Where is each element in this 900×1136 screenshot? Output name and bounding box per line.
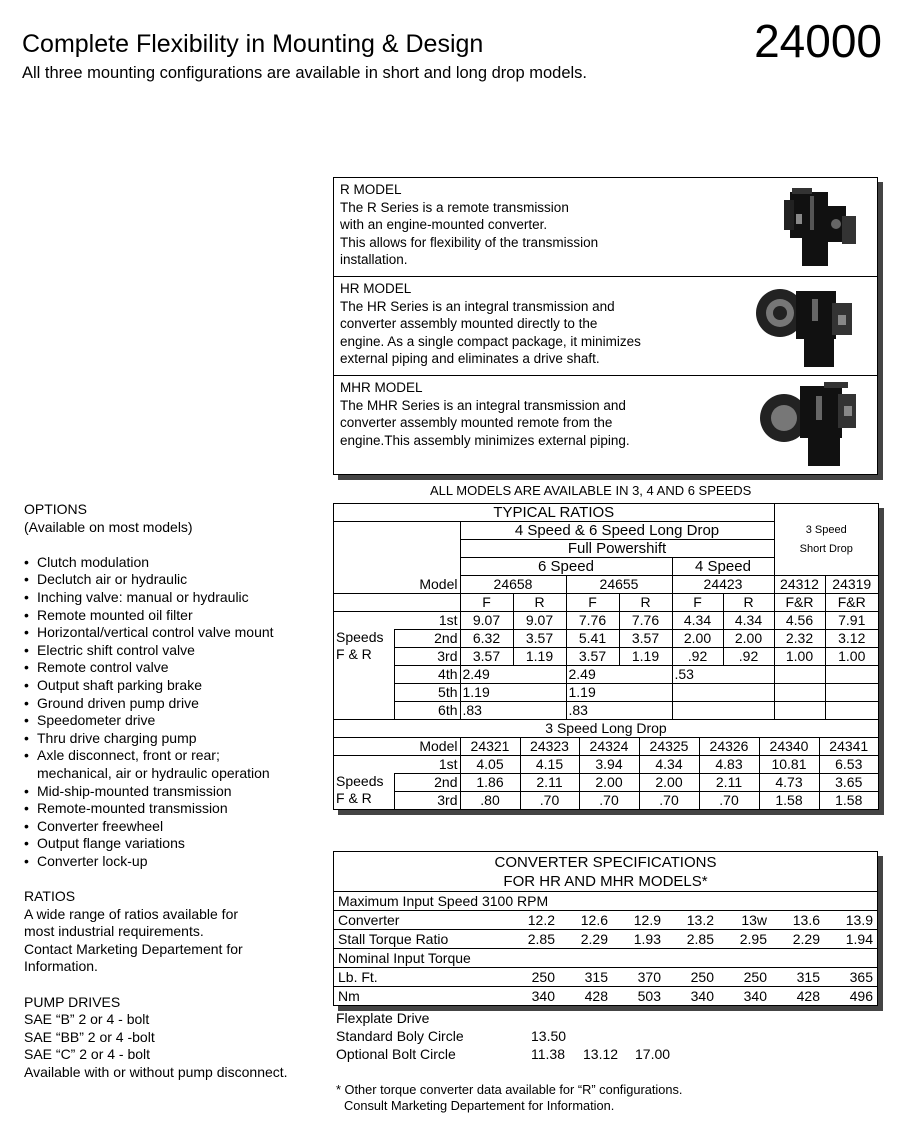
gear-label: 5th: [394, 684, 460, 702]
model-line: engine.This assembly minimizes external piping.: [340, 432, 630, 448]
option-label: Axle disconnect, front or rear;: [37, 747, 220, 764]
converter-title-line-2: FOR HR AND MHR MODELS*: [503, 873, 708, 890]
long3-title: 3 Speed Long Drop: [545, 720, 667, 736]
model-line: installation.: [340, 252, 408, 267]
powershift-header: Full Powershift: [460, 540, 774, 558]
dir-label: F: [672, 594, 723, 612]
footnote-line-1: * Other torque converter data available for “R” configurations.: [336, 1082, 683, 1097]
pump-drives-line: SAE “BB” 2 or 4 -bolt: [24, 1028, 155, 1045]
model-number: 24658: [460, 576, 566, 594]
pump-drives-section: [24, 994, 324, 1082]
ratio-cell: 2.32: [774, 630, 825, 648]
ratio-cell: 5.41: [566, 630, 619, 648]
long-drop-3-speed-table: [334, 720, 878, 809]
ratios-title-row: [334, 504, 878, 522]
option-label: Ground driven pump drive: [37, 694, 199, 711]
ratio-cell: 3.57: [513, 630, 566, 648]
four-speed-header: 4 Speed: [672, 558, 774, 576]
spec-cell: 365: [849, 969, 873, 985]
option-item: [24, 677, 324, 695]
blank-cell: [334, 522, 460, 576]
option-label: Inching valve: manual or hydraulic: [37, 588, 249, 605]
ratios-info-line: most industrial requirements.: [24, 923, 204, 940]
converter-title-line-1: CONVERTER SPECIFICATIONS: [494, 854, 717, 871]
spec-cell: 250: [690, 969, 714, 985]
ratio-cell: .70: [579, 792, 639, 810]
ratio-cell: 2.11: [520, 774, 579, 792]
option-label: Declutch air or hydraulic: [37, 571, 188, 588]
ratio-cell: 4.73: [759, 774, 819, 792]
bullet: •: [24, 800, 29, 817]
model-line: The R Series is a remote transmission: [340, 199, 569, 215]
speeds-label-1: Speeds: [336, 773, 384, 789]
ratio-cell: 3.57: [566, 648, 619, 666]
ratio-cell: 10.81: [759, 756, 819, 774]
option-item: [24, 571, 324, 589]
dir-label: F: [566, 594, 619, 612]
ratio-cell: 2.00: [723, 630, 774, 648]
page-subtitle: All three mounting configurations are available in short and long drop models.: [22, 64, 588, 82]
long-drop-header: 4 Speed & 6 Speed Long Drop: [460, 522, 774, 540]
ratio-cell: .83: [460, 702, 513, 720]
spec-cell: 250: [531, 969, 555, 985]
ratio-cell: .70: [639, 792, 699, 810]
model-line: external piping and eliminates a drive shaft.: [340, 351, 600, 366]
option-item: [24, 730, 324, 748]
ratio-cell: 4.34: [672, 612, 723, 630]
spec-cell: 2.95: [739, 931, 767, 947]
option-label: Output flange variations: [37, 835, 185, 852]
bullet: •: [24, 571, 29, 588]
ratio-cell: .83: [566, 702, 619, 720]
ratio-cell: 1.19: [566, 684, 619, 702]
option-item: [24, 800, 324, 818]
ratio-cell: [825, 666, 878, 684]
all-models-note: ALL MODELS ARE AVAILABLE IN 3, 4 AND 6 SPEEDS: [430, 483, 752, 498]
ratio-cell: 7.76: [619, 612, 672, 630]
speeds-label-2: F & R: [336, 646, 372, 662]
option-item: [24, 783, 324, 801]
option-label: Remote control valve: [37, 659, 169, 676]
option-label: Horizontal/vertical control valve mount: [37, 624, 274, 641]
spec-cell: 503: [637, 988, 661, 1004]
bullet: •: [24, 694, 29, 711]
series-number: 24000: [754, 15, 882, 67]
standard-bolt-label: Standard Boly Circle: [336, 1028, 464, 1044]
typical-ratios-table: [333, 503, 879, 810]
ratio-cell: 2.49: [460, 666, 513, 684]
dir-label: F&R: [825, 594, 878, 612]
ratio-cell: [723, 702, 774, 720]
model-mhr-section: [334, 376, 877, 474]
spec-cell: 12.9: [633, 912, 661, 928]
model-number: 24326: [699, 738, 759, 756]
ratio-cell: [619, 666, 672, 684]
dir-label: F: [460, 594, 513, 612]
model-name: MHR MODEL: [340, 380, 423, 395]
model-number: 24340: [759, 738, 819, 756]
ratio-cell: 2.49: [566, 666, 619, 684]
ratio-cell: 6.53: [819, 756, 878, 774]
mhr-transmission-image: [754, 380, 864, 470]
model-number: 24323: [520, 738, 579, 756]
model-line: converter assembly mounted remote from the: [340, 415, 613, 430]
ratio-cell: 1.86: [460, 774, 520, 792]
hr-transmission-image: [752, 279, 862, 371]
ratio-cell: [825, 702, 878, 720]
bullet: •: [24, 641, 29, 658]
model-number: 24655: [566, 576, 672, 594]
spec-cell: 340: [531, 988, 555, 1004]
bullet: •: [24, 676, 29, 693]
option-label: Electric shift control valve: [37, 641, 195, 658]
spec-cell: 13.2: [686, 912, 714, 928]
ratio-cell: 4.34: [639, 756, 699, 774]
spec-cell: 13w: [741, 912, 767, 928]
model-row: [334, 576, 878, 594]
footnote: [336, 1082, 682, 1114]
optional-bolt-label: Optional Bolt Circle: [336, 1046, 456, 1062]
model-number: 24319: [825, 576, 878, 594]
option-label: Mid-ship-mounted transmission: [37, 782, 232, 799]
ratio-cell: 9.07: [513, 612, 566, 630]
ratios-info-line: A wide range of ratios available for: [24, 905, 239, 922]
optional-bolt-value: 11.38: [531, 1046, 565, 1062]
model-number: 24341: [819, 738, 878, 756]
option-item: [24, 747, 324, 765]
ratio-cell: 3.57: [460, 648, 513, 666]
ratio-cell: [513, 702, 566, 720]
pump-drives-line: Available with or without pump disconnect.: [24, 1064, 288, 1080]
bullet: •: [24, 606, 29, 623]
model-mhr-text: [340, 379, 760, 449]
r-transmission-image: [762, 186, 862, 270]
ratio-cell: 7.91: [825, 612, 878, 630]
option-label: Converter freewheel: [37, 817, 164, 834]
converter-title: [334, 852, 877, 891]
option-item: [24, 659, 324, 677]
model-line: with an engine-mounted converter.: [340, 217, 548, 232]
ratio-cell: .53: [672, 666, 723, 684]
options-subheading: (Available on most models): [24, 518, 193, 535]
gear-label: 6th: [394, 702, 460, 720]
bullet: •: [24, 624, 29, 641]
option-item: [24, 695, 324, 713]
ratio-cell: 4.15: [520, 756, 579, 774]
dir-label: R: [619, 594, 672, 612]
bullet: •: [24, 588, 29, 605]
spec-cell: 250: [743, 969, 767, 985]
ratio-cell: [619, 684, 672, 702]
ratio-cell: 4.05: [460, 756, 520, 774]
bullet: •: [24, 817, 29, 834]
spec-cell: 2.85: [527, 931, 555, 947]
options-column: [24, 501, 324, 1082]
spec-cell: 2.29: [580, 931, 608, 947]
gear-label: 1st: [438, 756, 458, 772]
ratio-cell: .70: [699, 792, 759, 810]
spec-cell: 370: [637, 969, 661, 985]
ratio-row: [334, 684, 878, 702]
dir-label: R: [513, 594, 566, 612]
ratio-cell: [513, 666, 566, 684]
spec-cell: 12.6: [580, 912, 608, 928]
ratio-row: [334, 630, 878, 648]
spec-cell: 428: [584, 988, 608, 1004]
ratio-cell: [723, 666, 774, 684]
gear-label: 3rd: [394, 792, 460, 810]
spec-cell: 2.85: [686, 931, 714, 947]
spec-cell: 340: [743, 988, 767, 1004]
row-label: Converter: [338, 912, 400, 928]
option-item: [24, 835, 324, 853]
ratio-cell: 2.00: [579, 774, 639, 792]
spec-cell: 315: [584, 969, 608, 985]
ratio-cell: 4.56: [774, 612, 825, 630]
ratio-row: [334, 702, 878, 720]
option-label: Speedometer drive: [37, 712, 156, 729]
row-label: Nm: [338, 988, 360, 1004]
ratio-cell: 1.58: [759, 792, 819, 810]
dir-label: R: [723, 594, 774, 612]
ratio-cell: [723, 684, 774, 702]
footnote-line-2: Consult Marketing Departement for Information.: [344, 1098, 615, 1113]
optional-bolt-value: 13.12: [583, 1046, 619, 1062]
bullet: •: [24, 729, 29, 746]
options-heading: OPTIONS: [24, 501, 88, 517]
option-label: Thru drive charging pump: [37, 729, 197, 746]
gear-label: 3rd: [394, 648, 460, 666]
model-number: 24325: [639, 738, 699, 756]
ratio-cell: 2.11: [699, 774, 759, 792]
model-number: 24324: [579, 738, 639, 756]
model-hr-text: [340, 280, 760, 368]
ratio-cell: 4.34: [723, 612, 774, 630]
short-drop-label-1: 3 Speed: [805, 523, 847, 536]
ratio-cell: 1.00: [774, 648, 825, 666]
model-r-section: [334, 178, 877, 277]
ratios-info-heading: RATIOS: [24, 888, 76, 905]
spec-cell: 1.94: [845, 931, 873, 947]
gear-label: 4th: [394, 666, 460, 684]
pump-drives-line: SAE “B” 2 or 4 - bolt: [24, 1011, 150, 1028]
options-section: [24, 501, 324, 536]
ratio-cell: [619, 702, 672, 720]
ratios-info-line: Contact Marketing Departement for: [24, 940, 243, 957]
option-label: Remote mounted oil filter: [37, 606, 193, 623]
option-label: Converter lock-up: [37, 852, 148, 869]
model-line: The HR Series is an integral transmission and: [340, 298, 615, 314]
ratio-cell: 1.19: [619, 648, 672, 666]
gear-label: 2nd: [394, 774, 460, 792]
ratio-row: [334, 612, 878, 630]
option-label: Clutch modulation: [37, 553, 150, 570]
spec-cell: 12.2: [527, 912, 555, 928]
options-list: [24, 554, 324, 871]
six-speed-header: 6 Speed: [460, 558, 672, 576]
standard-bolt-value: 13.50: [531, 1028, 567, 1044]
option-item: [24, 554, 324, 572]
option-label: Output shaft parking brake: [37, 676, 202, 693]
spec-cell: 13.6: [792, 912, 820, 928]
option-item-continued: mechanical, air or hydraulic operation: [37, 764, 270, 781]
option-item: [24, 642, 324, 660]
ratio-cell: 4.83: [699, 756, 759, 774]
short-drop-label-2: Short Drop: [799, 542, 853, 555]
ratio-cell: .70: [520, 792, 579, 810]
speeds-label-2: F & R: [336, 790, 372, 806]
model-line: engine. As a single compact package, it minimizes: [340, 333, 641, 349]
short-drop-header: [774, 504, 878, 576]
option-item: [24, 624, 324, 642]
ratio-cell: 1.19: [513, 648, 566, 666]
bullet: •: [24, 782, 29, 799]
option-label: Remote-mounted transmission: [37, 800, 228, 817]
model-line: This allows for flexibility of the transmission: [340, 234, 599, 250]
spec-cell: 315: [796, 969, 820, 985]
page-title: Complete Flexibility in Mounting & Design: [22, 30, 484, 58]
ratio-row: [334, 666, 878, 684]
model-number: 24312: [774, 576, 825, 594]
nominal-torque-label: Nominal Input Torque: [338, 950, 471, 966]
speeds-label: [334, 756, 394, 810]
model-line: converter assembly mounted directly to the: [340, 316, 598, 331]
bullet: •: [24, 659, 29, 676]
ratio-cell: 2.00: [672, 630, 723, 648]
ratio-cell: .92: [672, 648, 723, 666]
spec-cell: 13.9: [845, 912, 873, 928]
gear-label: 1st: [438, 612, 458, 628]
ratio-cell: [513, 684, 566, 702]
optional-bolt-value: 17.00: [635, 1046, 671, 1062]
model-name: HR MODEL: [340, 281, 412, 296]
dir-label: F&R: [774, 594, 825, 612]
mounting-models-panel: [333, 177, 878, 475]
ratio-cell: 3.12: [825, 630, 878, 648]
pump-drives-heading: PUMP DRIVES: [24, 993, 121, 1010]
bullet: •: [24, 712, 29, 729]
direction-row: [334, 594, 878, 612]
model-label: Model: [419, 738, 458, 754]
ratio-cell: 1.00: [825, 648, 878, 666]
gear-label: 2nd: [394, 630, 460, 648]
option-item: [24, 712, 324, 730]
ratio-cell: [825, 684, 878, 702]
spec-cell: 2.29: [792, 931, 820, 947]
ratio-cell: [672, 684, 723, 702]
max-input-speed: Maximum Input Speed 3100 RPM: [338, 893, 549, 909]
model-line: The MHR Series is an integral transmission and: [340, 397, 626, 413]
ratios-info-section: [24, 888, 324, 976]
model-r-text: [340, 181, 760, 269]
row-label: Stall Torque Ratio: [338, 931, 449, 947]
ratios-info-line: Information.: [24, 958, 98, 975]
speeds-label: [334, 612, 394, 720]
ratio-cell: [672, 702, 723, 720]
spec-cell: 1.93: [633, 931, 661, 947]
bullet: •: [24, 747, 29, 764]
option-item: [24, 607, 324, 625]
speeds-label-1: Speeds: [336, 629, 384, 645]
bullet: •: [24, 553, 29, 570]
ratio-cell: [774, 684, 825, 702]
ratios-title: TYPICAL RATIOS: [334, 504, 774, 522]
model-name: R MODEL: [340, 182, 402, 197]
model-number: 24423: [672, 576, 774, 594]
ratio-cell: 3.65: [819, 774, 878, 792]
ratio-cell: 3.57: [619, 630, 672, 648]
ratio-cell: .92: [723, 648, 774, 666]
flexplate-heading: Flexplate Drive: [336, 1010, 430, 1026]
ratio-cell: 6.32: [460, 630, 513, 648]
row-label: Lb. Ft.: [338, 969, 378, 985]
ratio-cell: 9.07: [460, 612, 513, 630]
ratio-cell: .80: [460, 792, 520, 810]
ratio-cell: 1.19: [460, 684, 513, 702]
spec-cell: 340: [690, 988, 714, 1004]
ratio-cell: [774, 702, 825, 720]
ratio-cell: 3.94: [579, 756, 639, 774]
option-item: [24, 853, 324, 871]
option-item: [24, 589, 324, 607]
converter-specs-table: [333, 851, 878, 1006]
bullet: •: [24, 852, 29, 869]
ratio-cell: [774, 666, 825, 684]
ratio-row: [334, 648, 878, 666]
bullet: •: [24, 835, 29, 852]
model-number: 24321: [460, 738, 520, 756]
model-label: Model: [419, 575, 458, 592]
ratio-cell: 2.00: [639, 774, 699, 792]
spec-cell: 496: [849, 988, 873, 1004]
ratio-cell: 1.58: [819, 792, 878, 810]
option-item: [24, 818, 324, 836]
ratio-cell: 7.76: [566, 612, 619, 630]
spec-cell: 428: [796, 988, 820, 1004]
flexplate-section: [336, 1009, 687, 1063]
pump-drives-line: SAE “C” 2 or 4 - bolt: [24, 1046, 151, 1063]
model-hr-section: [334, 277, 877, 376]
